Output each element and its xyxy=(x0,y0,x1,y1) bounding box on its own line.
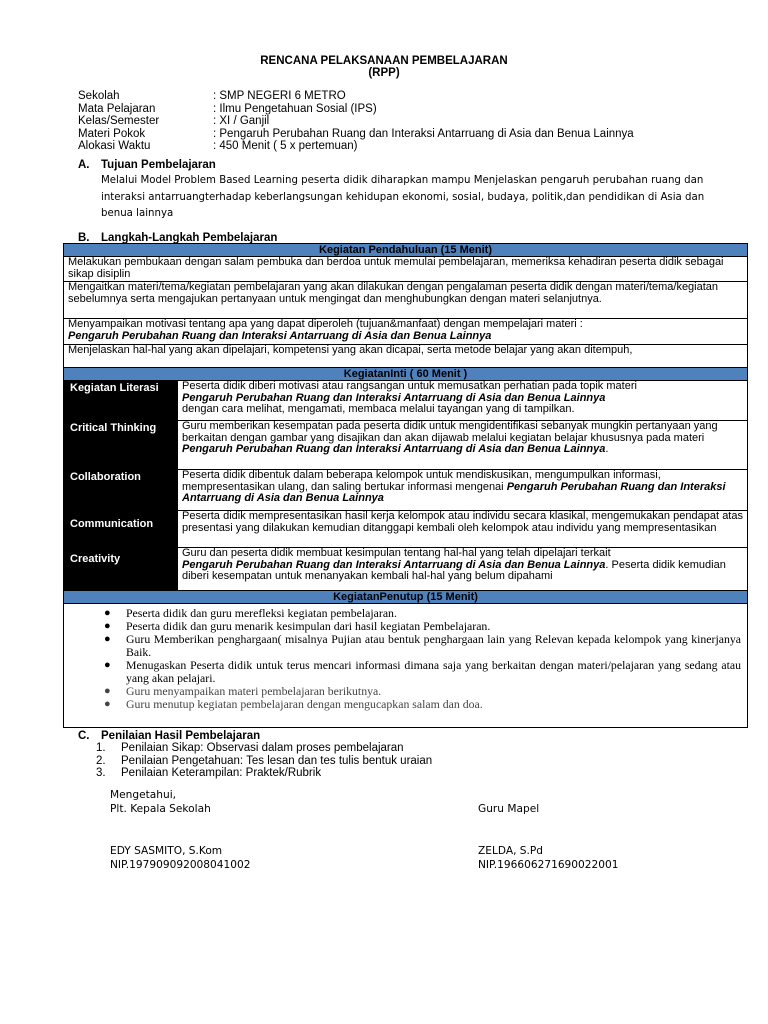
section-c-heading xyxy=(78,730,260,742)
mengetahui-label: Mengetahui, xyxy=(110,789,176,801)
info-row xyxy=(78,140,634,153)
activity-text: dengan cara melihat, mengamati, membaca melalui tayangan yang di tampilkan. xyxy=(182,403,575,416)
table-row: Mengaitkan materi/tema/kegiatan pembelajaran yang akan dilakukan dengan pengalaman peserta didik dengan materi/tema/kegiatan sebelumnya serta mengajukan pertanyaan untuk mengingat dan menghubungkan dengan materi selanjutnya. xyxy=(64,282,747,319)
section-letter: A. xyxy=(78,159,90,171)
list-item-text: Penilaian Pengetahuan: Tes lesan dan tes tulis bentuk uraian xyxy=(121,754,433,767)
list-item xyxy=(96,742,432,755)
penutup-header: KegiatanPenutup (15 Menit) xyxy=(64,591,747,604)
activity-label: Communication xyxy=(64,511,178,547)
closing-list xyxy=(64,604,747,727)
info-row xyxy=(78,90,634,103)
objective-paragraph: Melalui Model Problem Based Learning peserta didik diharapkan mampu Menjelaskan pengaruh perubahan ruang dan interaksi antarruangterhadap keberlangsungan kehidupan ekonomi, sosial, budaya, politik,dan pendidikan di Asia dan benua lainnya xyxy=(101,175,705,219)
table-row xyxy=(64,548,747,591)
section-title: Langkah-Langkah Pembelajaran xyxy=(101,232,278,244)
list-number: 1. xyxy=(96,742,106,754)
principal-role: Plt. Kepala Sekolah xyxy=(110,803,211,815)
steps-table xyxy=(63,243,748,728)
table-row xyxy=(64,381,747,421)
list-item-text: Guru Memberikan penghargaan( misalnya Pujian atau bentuk penghargaan lain yang Relevan kepada kelompok yang kinerjanya Baik. xyxy=(126,632,741,659)
list-item xyxy=(96,755,432,768)
pendahuluan-header: Kegiatan Pendahuluan (15 Menit) xyxy=(64,244,747,257)
activity-text: Peserta didik dibentuk dalam beberapa kelompok untuk mendiskusikan, mengumpulkan informasi, mempresentasikan ulang, dan saling bertukar informasi mengenai xyxy=(182,469,661,493)
info-label: Mata Pelajaran xyxy=(78,102,156,115)
activity-text: Guru dan peserta didik membuat kesimpulan tentang hal-hal yang telah dipelajari terkait xyxy=(182,547,611,559)
list-item xyxy=(96,767,432,780)
assessment-list xyxy=(96,742,432,780)
list-item-text: Guru menyampaikan materi pembelajaran berikutnya. xyxy=(126,684,382,698)
activity-label: Critical Thinking xyxy=(64,421,178,469)
doc-subtitle: (RPP) xyxy=(368,67,400,79)
teacher-name: ZELDA, S.Pd xyxy=(478,845,544,857)
list-item-text: Peserta didik dan guru menarik kesimpulan dari hasil kegiatan Pembelajaran. xyxy=(126,619,491,633)
info-row xyxy=(78,128,634,141)
list-item xyxy=(104,659,741,685)
bullet-icon: ● xyxy=(104,698,111,710)
bullet-icon: ● xyxy=(104,607,111,619)
table-row: Melakukan pembukaan dengan salam pembuka dan berdoa untuk memulai pembelajaran, memeriksa kehadiran peserta didik sebagai sikap disiplin xyxy=(64,257,747,282)
table-row xyxy=(64,470,747,511)
table-row xyxy=(64,421,747,470)
principal-name: EDY SASMITO, S.Kom xyxy=(110,845,223,857)
bullet-icon: ● xyxy=(104,620,111,632)
activity-label: Collaboration xyxy=(64,470,178,510)
list-number: 2. xyxy=(96,754,106,767)
section-a-heading xyxy=(78,159,216,171)
activity-text: Peserta didik diberi motivasi atau rangsangan untuk memusatkan perhatian pada topik materi xyxy=(182,380,637,392)
principal-nip: NIP.197909092008041002 xyxy=(110,859,251,871)
section-letter: B. xyxy=(78,232,90,244)
list-item-text: Menugaskan Peserta didik untuk terus mencari informasi dimana saja yang berkaitan dengan materi/pelajaran yang sedang atau yang akan pelajari. xyxy=(126,658,741,685)
activity-description: Peserta didik mempresentasikan hasil kerja kelompok atau individu secara klasikal, mengemukakan pendapat atas presentasi yang dilakukan kemudian ditanggapi kembali oleh kelompok atau individu yang mempresentasikan xyxy=(182,510,743,534)
activity-text: . xyxy=(605,443,609,456)
table-row: Menjelaskan hal-hal yang akan dipelajari, kompetensi yang akan dicapai, serta metode belajar yang akan ditempuh, xyxy=(64,345,747,368)
section-letter: C. xyxy=(78,730,90,742)
motivation-text: Menyampaikan motivasi tentang apa yang dapat diperoleh (tujuan&manfaat) dengan mempelajari materi : xyxy=(68,318,583,330)
activity-description xyxy=(178,470,747,510)
info-value: : SMP NEGERI 6 METRO xyxy=(213,90,346,102)
teacher-nip: NIP.196606271690022001 xyxy=(478,859,619,871)
info-label: Alokasi Waktu xyxy=(78,140,151,152)
info-label: Materi Pokok xyxy=(78,127,146,140)
identity-block xyxy=(78,90,634,153)
material-topic: Pengaruh Perubahan Ruang dan Interaksi Antarruang di Asia dan Benua Lainnya xyxy=(182,558,606,571)
doc-title: RENCANA PELAKSANAAN PEMBELAJARAN xyxy=(260,55,508,67)
material-topic: Pengaruh Perubahan Ruang dan Interaksi Antarruang di Asia dan Benua Lainnya xyxy=(182,391,606,404)
bullet-icon: ● xyxy=(104,685,111,697)
info-row xyxy=(78,103,634,116)
inti-header: KegiatanInti ( 60 Menit ) xyxy=(64,368,747,381)
list-item-text: Peserta didik dan guru merefleksi kegiatan pembelajaran. xyxy=(126,606,397,620)
bullet-icon: ● xyxy=(104,659,111,671)
table-row xyxy=(64,319,747,345)
material-topic: Pengaruh Perubahan Ruang dan Interaksi Antarruang di Asia dan Benua Lainnya xyxy=(68,329,492,342)
material-topic: Pengaruh Perubahan Ruang dan Interaksi Antarruang di Asia dan Benua Lainnya xyxy=(182,480,726,505)
info-value: : Ilmu Pengetahuan Sosial (IPS) xyxy=(213,102,377,115)
info-row xyxy=(78,115,634,128)
teacher-role: Guru Mapel xyxy=(478,803,540,815)
table-row xyxy=(64,511,747,548)
info-value: : XI / Ganjil xyxy=(213,115,270,127)
section-title: Tujuan Pembelajaran xyxy=(101,159,216,171)
activity-text: Guru memberikan kesempatan pada peserta didik untuk mengidentifikasi sebanyak mungkin pertanyaan yang berkaitan dengan gambar yang disajikan dan akan dijawab melalui kegiatan belajar khususnya pada materi xyxy=(182,420,718,444)
list-item-text: Guru menutup kegiatan pembelajaran dengan mengucapkan salam dan doa. xyxy=(126,697,483,711)
activity-description xyxy=(178,548,747,590)
activity-label: Kegiatan Literasi xyxy=(64,381,178,420)
activity-label: Creativity xyxy=(64,548,178,590)
activity-description xyxy=(178,421,747,469)
activity-description xyxy=(178,381,747,420)
info-value: : 450 Menit ( 5 x pertemuan) xyxy=(213,140,358,152)
list-number: 3. xyxy=(96,767,106,780)
list-item xyxy=(104,698,741,711)
material-topic: Pengaruh Perubahan Ruang dan Interaksi Antarruang di Asia dan Benua Lainnya xyxy=(182,443,606,456)
info-label: Sekolah xyxy=(78,90,120,102)
activity-text: . Peserta didik kemudian diberi kesempatan untuk menanyakan kembali hal-hal yang belum dipahami xyxy=(182,558,726,583)
info-value: : Pengaruh Perubahan Ruang dan Interaksi Antarruang di Asia dan Benua Lainnya xyxy=(213,127,634,140)
info-label: Kelas/Semester xyxy=(78,115,160,127)
list-item-text: Penilaian Sikap: Observasi dalam proses pembelajaran xyxy=(121,742,404,754)
bullet-icon: ● xyxy=(104,633,111,645)
list-item xyxy=(104,633,741,659)
section-title: Penilaian Hasil Pembelajaran xyxy=(101,730,261,742)
list-item-text: Penilaian Keterampilan: Praktek/Rubrik xyxy=(121,767,322,780)
